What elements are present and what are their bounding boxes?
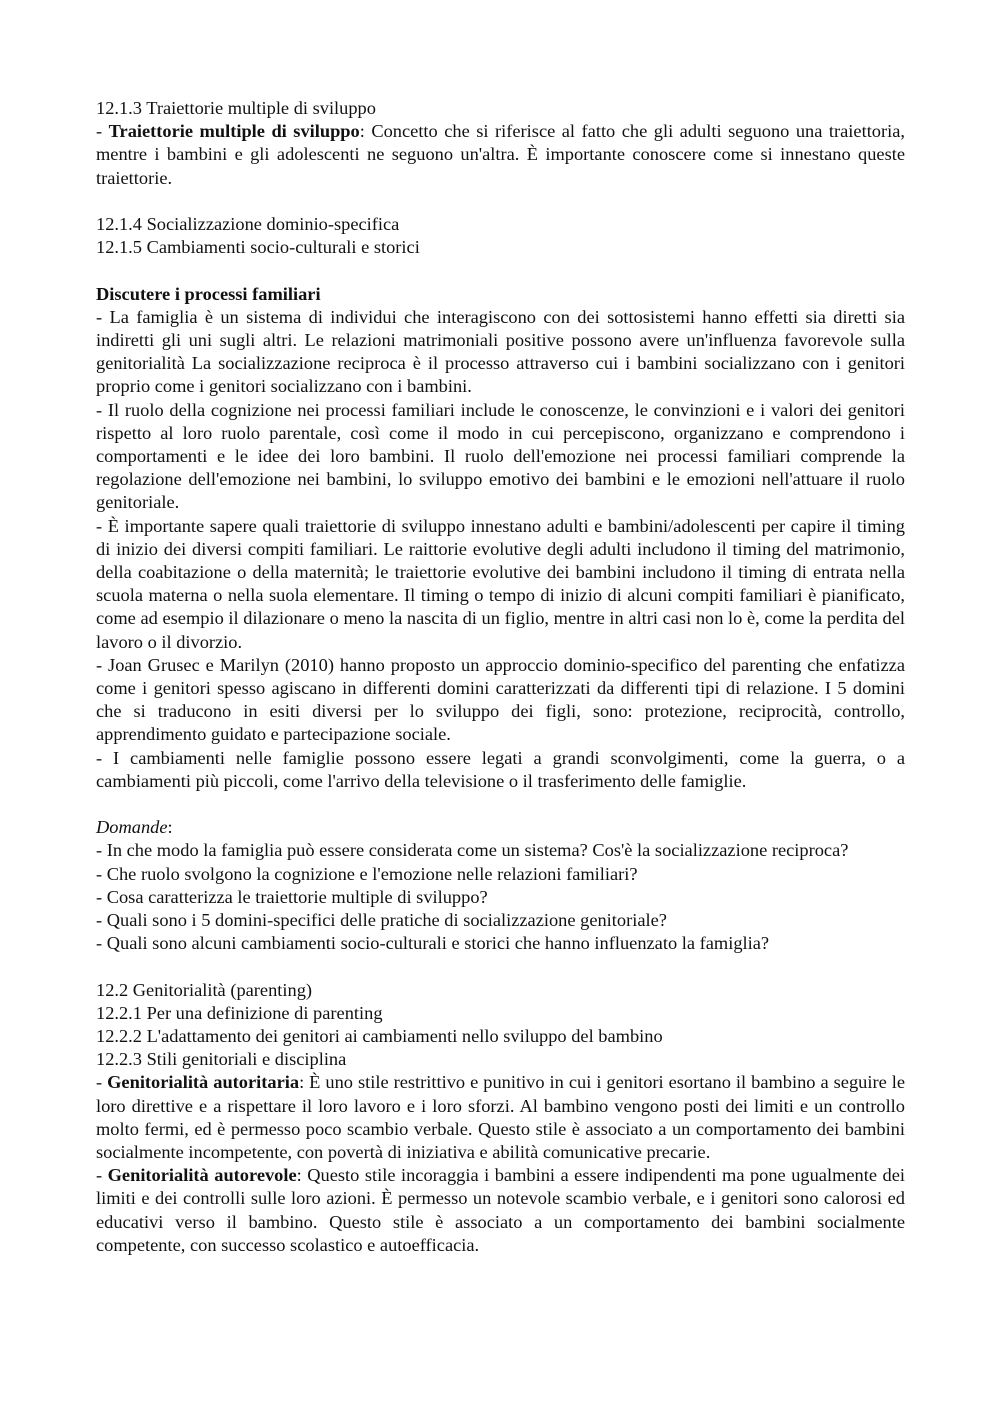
domande-question: - Quali sono i 5 domini-specifici delle pratiche di socializzazione genitoriale?: [96, 910, 667, 931]
domande-label: Domande: [96, 817, 168, 838]
definition-term: Traiettorie multiple di sviluppo: [108, 121, 360, 142]
domande-question: - Quali sono alcuni cambiamenti socio-culturali e storici che hanno influenzato la famiglia?: [96, 933, 770, 954]
section-heading-12-2-3: 12.2.3 Stili genitoriali e disciplina: [96, 1049, 347, 1070]
document-page: [96, 97, 905, 1257]
definition-text: : Concetto che si riferisce al fatto che gli adulti seguono una traiettoria, mentre i bambini e gli adolescenti ne seguono un'altra. È importante conoscere come si innestano queste traiettorie.: [96, 121, 905, 188]
definition-term: Genitorialità autoritaria: [107, 1072, 300, 1093]
domande-colon: :: [167, 817, 173, 838]
section-heading-12-2-1: 12.2.1 Per una definizione di parenting: [96, 1002, 383, 1023]
item-dash: -: [96, 1165, 108, 1186]
definition-text: : È uno stile restrittivo e punitivo in cui i genitori esortano il bambino a seguire le loro direttive e a rispettare il loro lavoro e i loro sforzi. Al bambino vengono posti dei limiti e un controllo molto fermi, ed è permesso poco scambio verbale. Questo stile è associato a un comportamento dei bambini socialmente incompetente, con povertà di iniziativa e abilità comunicative precarie.: [96, 1072, 905, 1163]
definition-genitorialita-autoritaria: [96, 1071, 905, 1164]
domande-question: - Che ruolo svolgono la cognizione e l'emozione nelle relazioni familiari?: [96, 863, 638, 884]
discutere-paragraph: - La famiglia è un sistema di individui che interagiscono con dei sottosistemi hanno effetti sia diretti sia indiretti gli uni sugli altri. Le relazioni matrimoniali positive possono avere un'influenza favorevole sulla genitorialità La socializzazione reciproca è il processo attraverso cui i bambini socializzano con i genitori proprio come i genitori socializzano con i bambini.: [96, 306, 905, 397]
domande-question: - Cosa caratterizza le traiettorie multiple di sviluppo?: [96, 886, 488, 907]
item-dash: -: [96, 1072, 108, 1093]
discutere-paragraph: - I cambiamenti nelle famiglie possono essere legati a grandi sconvolgimenti, come la guerra, o a cambiamenti più piccoli, come l'arrivo della televisione o il trasferimento delle famiglie.: [96, 747, 905, 791]
section-heading-12-1-5: 12.1.5 Cambiamenti socio-culturali e storici: [96, 237, 420, 258]
item-dash: -: [96, 121, 109, 142]
discutere-paragraph: - Joan Grusec e Marilyn (2010) hanno proposto un approccio dominio-specifico del parenting che enfatizza come i genitori spesso agiscano in differenti domini caratterizzati da differenti tipi di relazione. I 5 domini che si traducono in esiti diversi per lo sviluppo dei figli, sono: protezione, reciprocità, controllo, apprendimento guidato e partecipazione sociale.: [96, 654, 905, 745]
domande-question: - In che modo la famiglia può essere considerata come un sistema? Cos'è la socializzazione reciproca?: [96, 840, 849, 861]
section-heading-12-2: 12.2 Genitorialità (parenting): [96, 979, 313, 1000]
definition-genitorialita-autorevole: [96, 1164, 905, 1257]
discutere-heading: Discutere i processi familiari: [96, 283, 321, 304]
definition-term: Genitorialità autorevole: [107, 1165, 297, 1186]
discutere-paragraph: - È importante sapere quali traiettorie di sviluppo innestano adulti e bambini/adolescenti per capire il timing di inizio dei diversi compiti familiari. Le raittorie evolutive degli adulti includono il timing del matrimonio, della coabitazione o della maternità; le traiettorie evolutive dei bambini includono il timing di entrata nella scuola materna o nella suola elementare. Il timing o tempo di inizio di alcuni compiti familiari è pianificato, come ad esempio il dilazionare o meno la nascita di un figlio, mentre in altri casi non lo è, come la perdita del lavoro o il divorzio.: [96, 515, 905, 652]
section-heading-12-1-3: 12.1.3 Traiettorie multiple di sviluppo: [96, 98, 376, 118]
definition-text: : Questo stile incoraggia i bambini a essere indipendenti ma pone ugualmente dei limiti e dei controlli sulle loro azioni. È permesso un notevole scambio verbale, e i genitori sono calorosi ed educativi verso il bambino. Questo stile è associato a un comportamento dei bambini socialmente competente, con successo scolastico e autoefficacia.: [96, 1165, 905, 1255]
discutere-paragraph: - Il ruolo della cognizione nei processi familiari include le conoscenze, le convinzioni e i valori dei genitori rispetto al loro ruolo parentale, così come il modo in cui percepiscono, organizzano e comprendono i comportamenti e le idee dei loro bambini. Il ruolo dell'emozione nei processi familiari comprende la regolazione dell'emozione nei bambini, lo sviluppo emotivo dei bambini e le emozioni nell'attuare il ruolo genitoriale.: [96, 399, 905, 513]
section-heading-12-2-2: 12.2.2 L'adattamento dei genitori ai cambiamenti nello sviluppo del bambino: [96, 1026, 663, 1047]
definition-traiettorie-multiple: [96, 120, 905, 190]
section-heading-12-1-4: 12.1.4 Socializzazione dominio-specifica: [96, 214, 400, 234]
domande-heading: [96, 816, 905, 839]
